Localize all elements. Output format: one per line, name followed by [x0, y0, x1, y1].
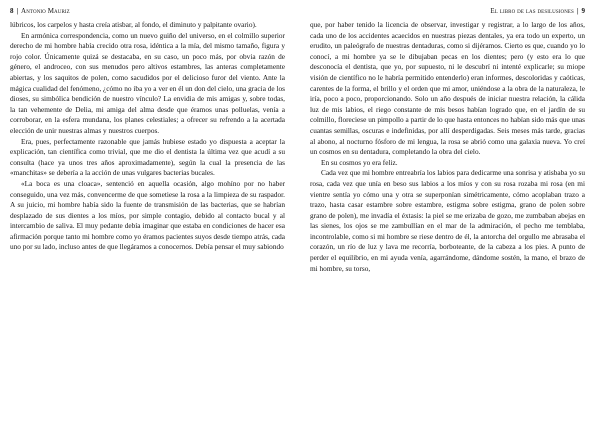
- paragraph: En su cosmos yo era feliz.: [321, 157, 398, 167]
- paragraph: «La boca es una cloaca», sentenció en aquella ocasión, algo mohíno por no haber conseguido, una vez más, convencerme de que sometiese la rosa a la limpieza de su raspador. A su juicio, mi hombre había sido la fuente de transmisión de las bacterias, que se habrían desplazado de sus dientes a los míos, por simple contagio, debido al contacto bucal y al intercambio de saliva. El muy pedante debía imaginar que estaba en condiciones de hacer esa afirmación porque tanto mi hombre como yo éramos pacientes suyos desde tiempo atrás, cada uno por su lado, incluso antes de que llegáramos a conocernos. Debía pensar el muy sabiondo: [10, 178, 285, 252]
- left-page: [10, 0, 285, 425]
- right-running-head: El libro de las desilusiones: [490, 7, 574, 15]
- right-page: [310, 0, 585, 425]
- left-page-number: 8: [10, 7, 14, 15]
- header-separator: |: [576, 7, 579, 15]
- left-page-body: [10, 20, 285, 253]
- paragraph: Era, pues, perfectamente razonable que jamás hubiese estado yo dispuesta a aceptar la explicación, tan científica como trivial, que me dio el dentista la última vez que acudí a su consulta (hace ya unos tres años aproximadamente), según la cual la presencia de las «manchitas» se debería a la acción de unas vulgares bacterias bucales.: [10, 136, 285, 178]
- right-page-number: 9: [581, 7, 585, 15]
- paragraph: En armónica correspondencia, como un nuevo guiño del universo, en el colmillo superior derecho de mi hombre había crecido otra rosa, idéntica a la mía, del mismo tamaño, figura y rojo color. Únicamente quizá se destacaba, en su caso, un poco más, por obvia razón de género, el androceo, con sus menudos pero altivos estambres, las anteras completamente abiertas, y los saquitos de polen, como sacudidos por el delicioso furor del viento. Ante la mágica cualidad del fenómeno, ¿cómo no iba yo a ver en él un don del cielo, una gracia de los dioses, su simbólica bendición de nuestro vínculo? La envidia de mis amigas y, sobre todas, la tan vehemente de Delia, mi amiga del alma desde que éramos unas polluelas, venía a corroborar, en la esfera mundana, los planes celestiales; a ofrecer su refrendo a la acertada elección de unir nuestras almas y nuestros cuerpos.: [10, 30, 285, 135]
- left-page-header: [10, 5, 285, 17]
- left-running-head: Antonio Mauriz: [21, 7, 70, 15]
- paragraph: Cada vez que mi hombre entreabría los labios para dedicarme una sonrisa y atisbaba yo su rosa, cada vez que unía en beso sus labios a los míos y con su rosa rozaba mi rosa (en mi vientre sentía yo cómo una y otra se superponían simétricamente, cómo acoplaban trazo a trazo, hasta casar estambre sobre estambre, estigma sobre estigma, grano de polen sobre grano de polen), me invadía el éxtasis: la piel se me erizaba de gozo, me zumbaban abejas en las sienes, los ojos se me zambullían en el mar de la admiración, el pecho me temblaba, incontrolable, como si mi hombre se riese dentro de él, la antorcha del orgullo me abrasaba el corazón, un río de luz y lava me recorría, borboteante, de la cabeza a los pies. A punto de perder el equilibrio, en mi ayuda venía, agarrándome, dándome sostén, la mano, el brazo de mi hombre, su torso,: [310, 168, 585, 273]
- paragraph: que, por haber tenido la licencia de observar, investigar y registrar, a lo largo de los años, cada uno de los accidentes acaecidos en nuestras piezas dentales, ya era todo un experto, un erudito, un paleógrafo de nuestras dentaduras, como si dijéramos. Cierto es que, cuando yo lo conocí, a mi hombre ya se le dibujaban pecas en los dientes; pero (y esto era lo que desconocía el dentista, que yo, por supuesto, ni le descubrí ni intenté explicarle; su miope visión de científico no le habría permitido entenderlo) eran informes, descoloridas y caóticas, carentes de la forma, el brillo y el orden que mi amor, uniéndose a la obra de la naturaleza, le iría, poco a poco, proporcionando. Solo un año después de iniciar nuestra relación, la cálida luz de mis labios, el riego constante de mis besos habían logrado que, en el jardín de su colmillo, floreciese un pimpollo a partir de lo que hasta entonces no habían sido más que unas cuantas semillas, oscuras e indefinidas, por allí desperdigadas. Seis meses más tarde, gracias al abono, al nocturno fósforo de mi lengua, la rosa se abrió como una galaxia nueva. Yo creí un cosmos en su dentadura, completando la obra del cielo.: [310, 20, 585, 157]
- right-page-body: [310, 20, 585, 274]
- paragraph: lúbricos, los carpelos y hasta creía atisbar, al fondo, el diminuto y palpitante ovario).: [10, 20, 257, 29]
- right-page-header: [310, 5, 585, 17]
- header-separator: |: [16, 7, 19, 15]
